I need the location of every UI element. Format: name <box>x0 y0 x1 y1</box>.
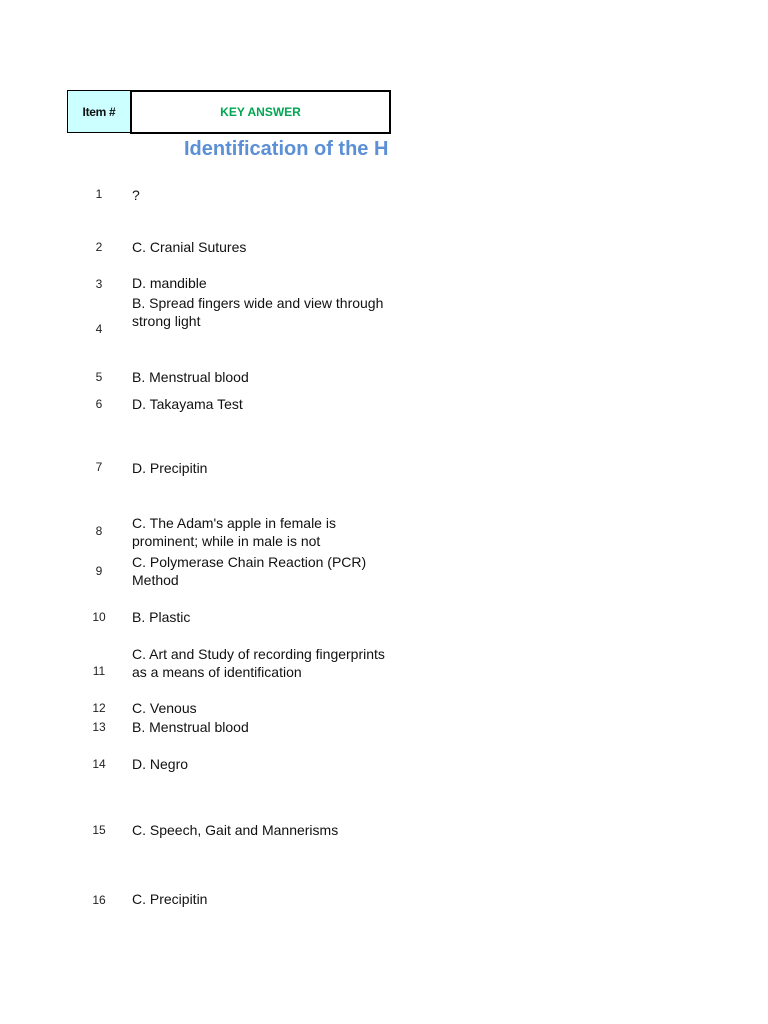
answer-text: C. Cranial Sutures <box>132 239 247 255</box>
answer-text: C. Precipitin <box>132 891 208 907</box>
item-number: 7 <box>95 460 103 474</box>
section-title: Identification of the H <box>184 138 389 160</box>
answer-text: C. Art and Study of recording fingerprints as a means of identification <box>132 646 385 680</box>
answer-text: B. Spread fingers wide and view through strong light <box>132 295 384 329</box>
item-number: 8 <box>95 524 103 538</box>
item-number: 4 <box>95 322 103 336</box>
item-number: 5 <box>95 370 103 384</box>
item-number: 14 <box>92 757 106 771</box>
answer-text: D. Takayama Test <box>132 396 243 412</box>
answer-text: ? <box>132 187 140 203</box>
item-number-header: Item # <box>67 90 131 133</box>
item-number: 2 <box>95 240 103 254</box>
answer-text: B. Menstrual blood <box>132 719 249 735</box>
item-number: 6 <box>95 397 103 411</box>
answer-text: D. Negro <box>132 756 189 772</box>
item-number: 12 <box>92 701 106 715</box>
item-number: 16 <box>92 893 106 907</box>
item-number: 10 <box>92 610 106 624</box>
answer-text: D. Precipitin <box>132 460 208 476</box>
answer-text: B. Plastic <box>132 609 191 625</box>
key-answer-header: KEY ANSWER <box>130 90 391 134</box>
item-number: 1 <box>95 187 103 201</box>
answer-text: C. The Adam's apple in female is prominent; while in male is not <box>132 515 336 549</box>
item-number: 11 <box>92 664 106 678</box>
item-number: 13 <box>92 720 106 734</box>
item-number: 3 <box>95 277 103 291</box>
item-number: 15 <box>92 823 106 837</box>
answer-text: C. Speech, Gait and Mannerisms <box>132 822 339 838</box>
item-number: 9 <box>95 564 103 578</box>
answer-text: B. Menstrual blood <box>132 369 249 385</box>
answer-text: C. Polymerase Chain Reaction (PCR) Method <box>132 554 367 588</box>
answer-text: D. mandible <box>132 275 207 291</box>
answer-text: C. Venous <box>132 700 197 716</box>
